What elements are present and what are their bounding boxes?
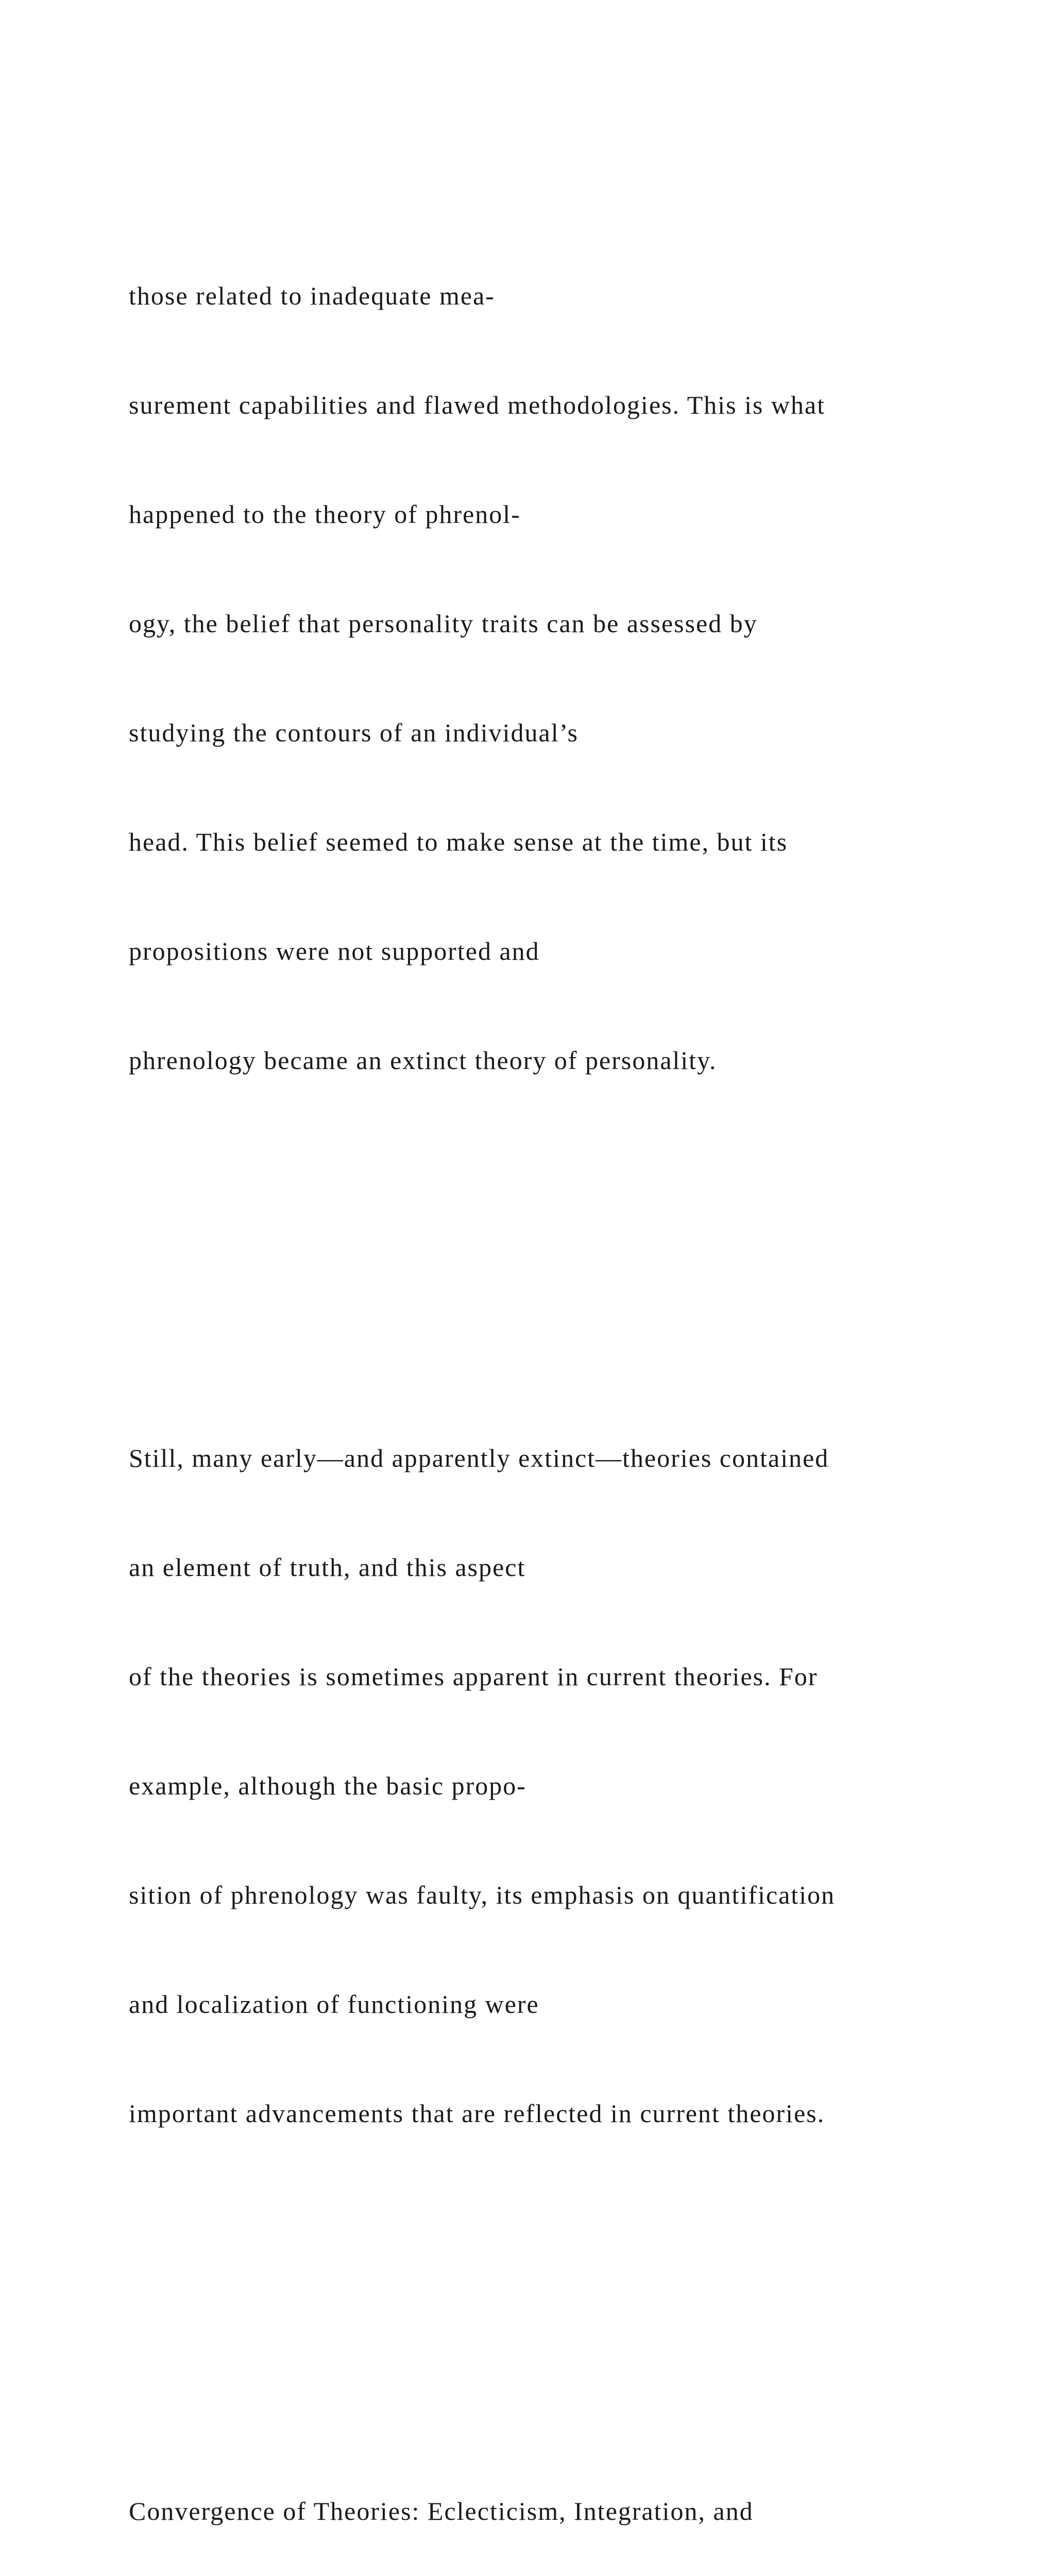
text-line: surement capabilities and flawed methodologies. This is what [129,391,826,419]
text-line: phrenology became an extinct theory of personality. [129,1046,717,1075]
text-line: an element of truth, and this aspect [129,1553,526,1582]
text-line: of the theories is sometimes apparent in current theories. For [129,1662,818,1691]
text-line: studying the contours of an individual’s [129,718,578,747]
paragraph-element-of-truth [129,1374,1025,2198]
document-body [129,122,1025,2576]
section-heading [129,2427,1025,2576]
text-line: Still, many early—and apparently extinct—theories contained [129,1444,829,1472]
heading-line: Convergence of Theories: Eclecticism, Integration, and [129,2497,754,2526]
text-line: important advancements that are reflected in current theories. [129,2099,825,2128]
paragraph-spacer [129,1234,1025,1284]
text-line: head. This belief seemed to make sense at the time, but its [129,827,788,856]
text-line: happened to the theory of phrenol- [129,500,521,529]
paragraph-phrenology-extinct [129,211,1025,1145]
text-line: ogy, the belief that personality traits can be assessed by [129,609,758,638]
text-line: those related to inadequate mea- [129,281,495,310]
text-line: and localization of functioning were [129,1990,539,2019]
text-line: propositions were not supported and [129,937,540,965]
text-line: sition of phrenology was faulty, its emphasis on quantification [129,1880,836,1909]
paragraph-spacer [129,2287,1025,2337]
text-line: example, although the basic propo- [129,1771,526,1800]
